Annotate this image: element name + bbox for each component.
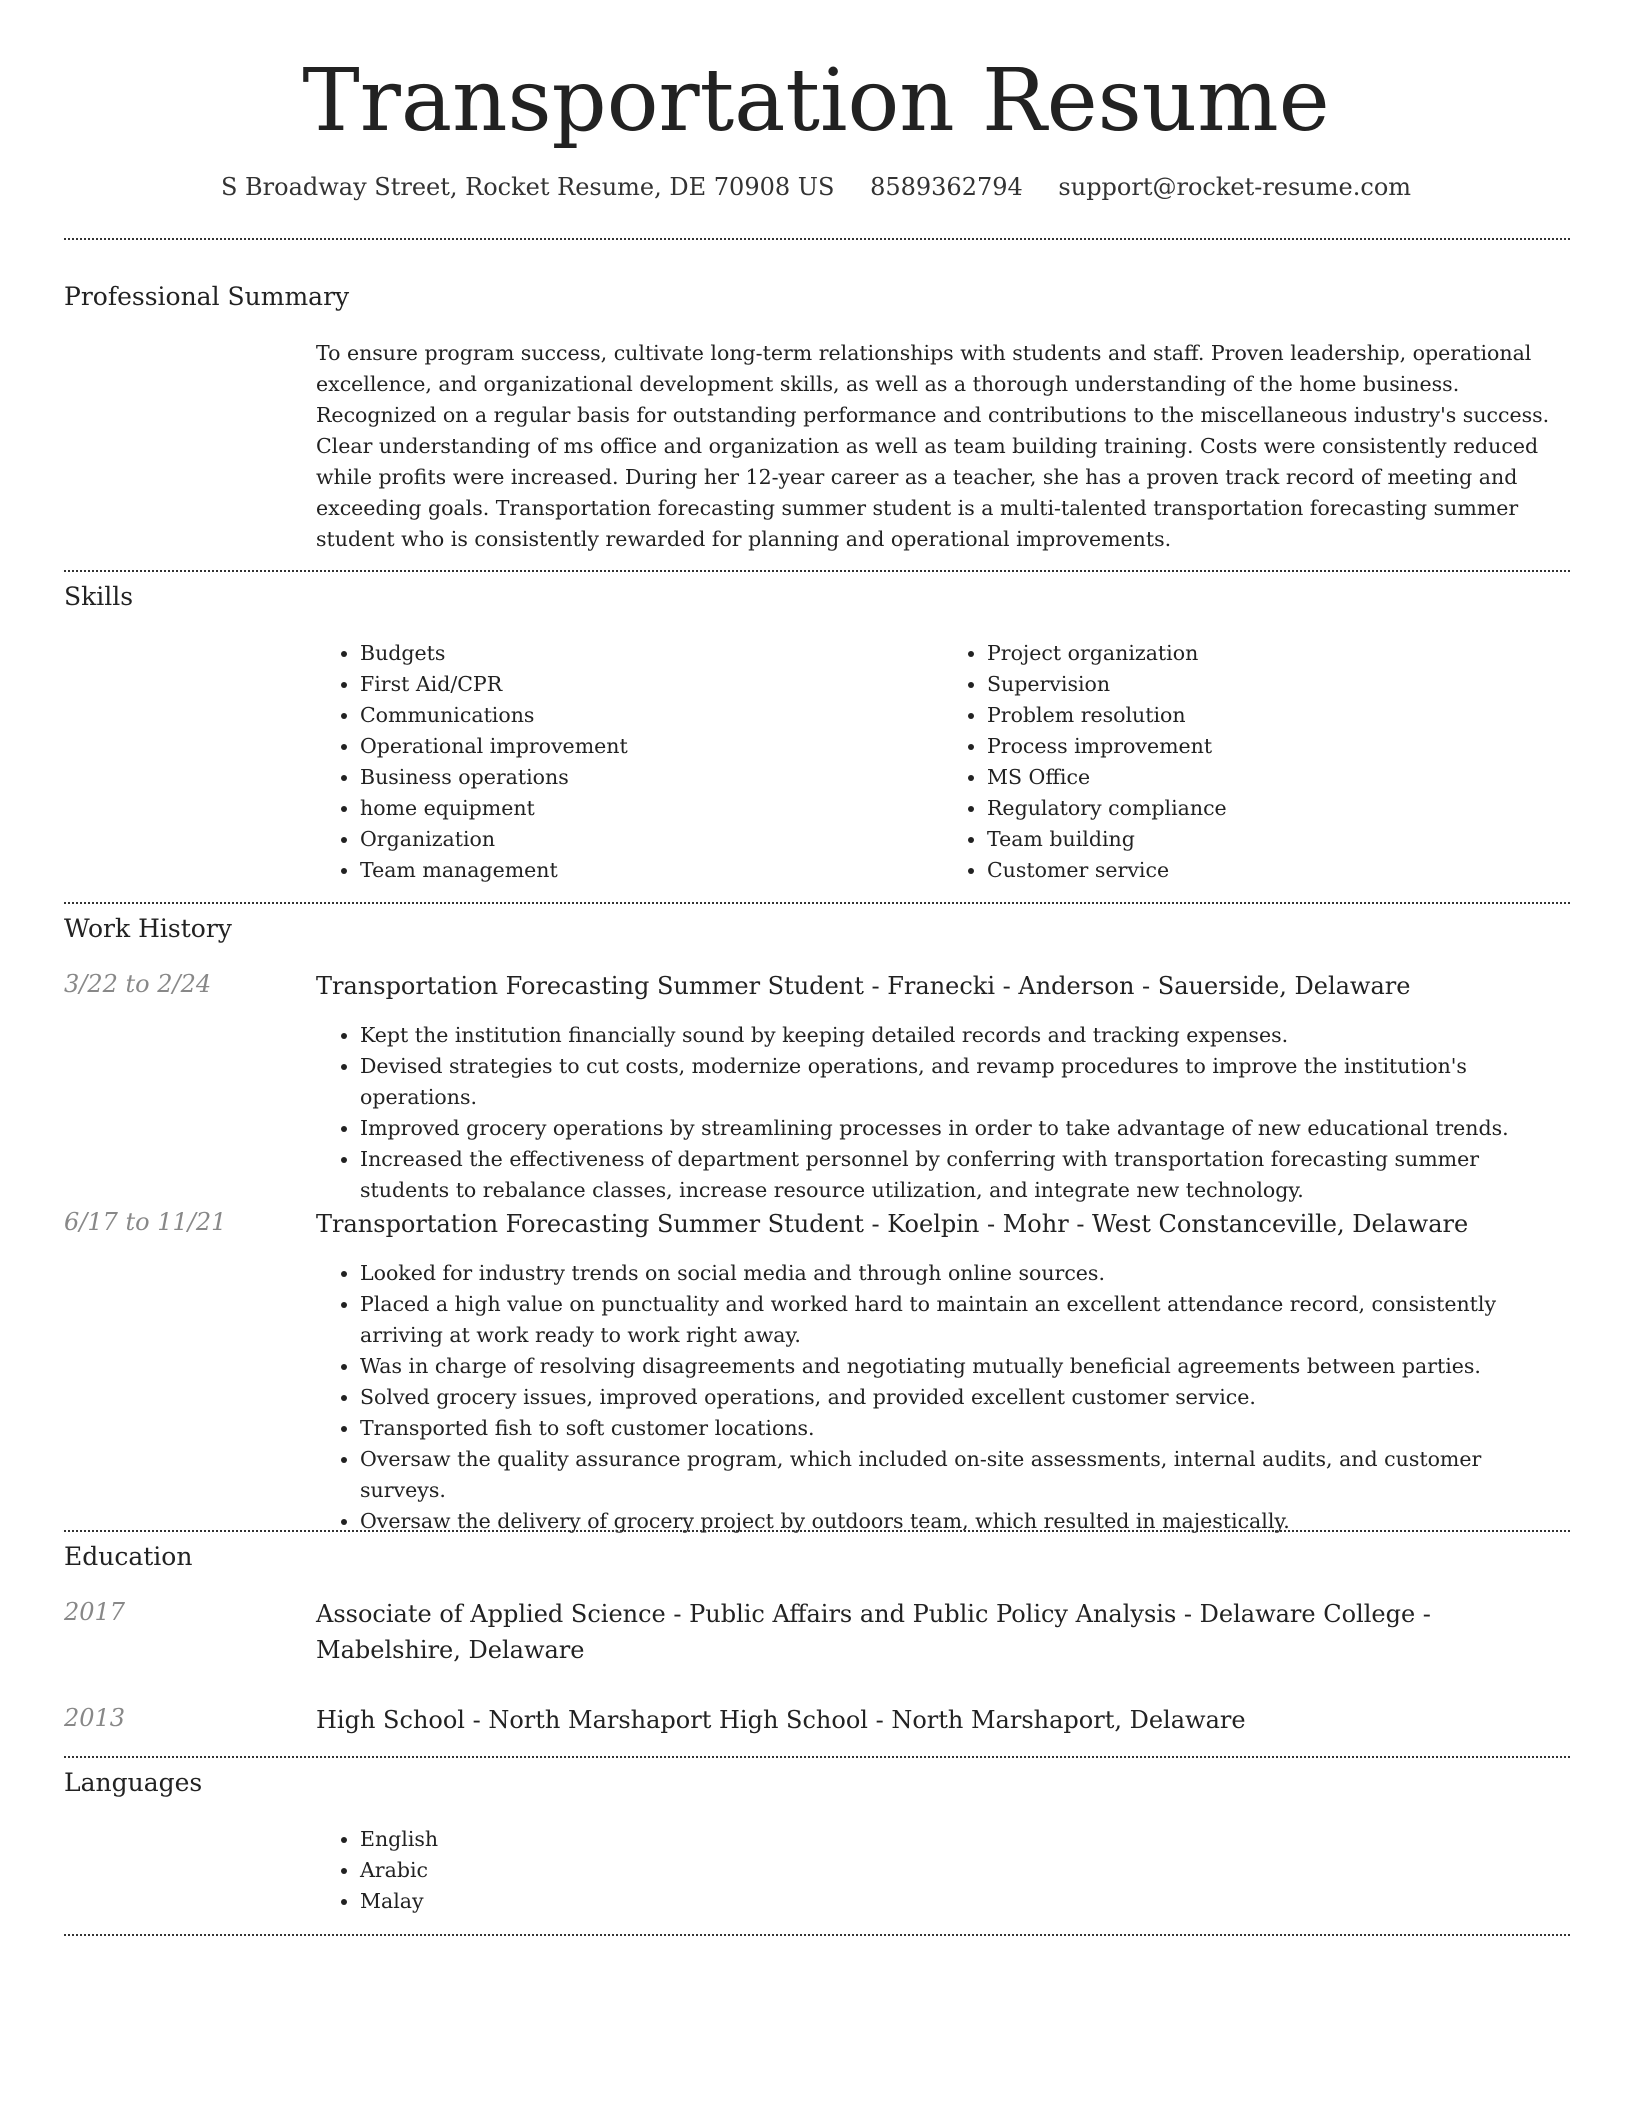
languages-content: [316, 1824, 1570, 1917]
education-title: Education: [64, 1542, 193, 1571]
list-item: • Team building: [987, 824, 1570, 855]
summary-content: [316, 338, 1570, 555]
skills-section: [64, 582, 1570, 882]
section-divider: [64, 1934, 1570, 1936]
education-section: [64, 1542, 1570, 1734]
job-date: 6/17 to 11/21: [64, 1208, 227, 1236]
section-divider: [64, 238, 1570, 240]
contact-line: [0, 173, 1632, 201]
list-item: • Supervision: [987, 669, 1570, 700]
list-item: • Business operations: [360, 762, 943, 793]
education-school: - Delaware College - Mabelshire, Delaware: [316, 1600, 1431, 1664]
list-item: • Malay: [360, 1886, 1570, 1917]
education-entry: [316, 1702, 1570, 1738]
list-item: • home equipment: [360, 793, 943, 824]
section-divider: [64, 570, 1570, 572]
list-item: • Was in charge of resolving disagreements and negotiating mutually beneficial agreements between parties.: [360, 1351, 1570, 1382]
work-title: Work History: [64, 914, 232, 943]
list-item: • MS Office: [987, 762, 1570, 793]
list-item: • Problem resolution: [987, 700, 1570, 731]
list-item: • Project organization: [987, 638, 1570, 669]
contact-email: support@rocket-resume.com: [1058, 172, 1412, 201]
job-date: 3/22 to 2/24: [64, 970, 212, 998]
list-item: • Team management: [360, 855, 943, 886]
list-item: • Increased the effectiveness of department personnel by conferring with transportation forecasting summer students to rebalance classes, increase resource utilization, and integrate new technology.: [360, 1144, 1570, 1206]
contact-address: S Broadway Street, Rocket Resume, DE 70908 US: [220, 172, 835, 201]
education-date: 2017: [64, 1598, 126, 1626]
languages-list: [316, 1824, 1570, 1917]
skills-title: Skills: [64, 582, 134, 611]
section-divider: [64, 1756, 1570, 1758]
list-item: • Customer service: [987, 855, 1570, 886]
job-title: Transportation Forecasting Summer Student - Franecki - Anderson - Sauerside, Delaware: [316, 972, 1411, 1000]
list-item: • Devised strategies to cut costs, modernize operations, and revamp procedures to improve the institution's operations.: [360, 1051, 1570, 1113]
list-item: • Improved grocery operations by streamlining processes in order to take advantage of new educational trends.: [360, 1113, 1570, 1144]
work-section: [64, 914, 1570, 1533]
resume-name: Transportation Resume: [302, 51, 1330, 151]
resume-header: [0, 0, 1632, 201]
list-item: • Oversaw the quality assurance program, which included on-site assessments, internal audits, and customer surveys.: [360, 1444, 1570, 1506]
summary-section: [64, 282, 1570, 551]
list-item: • Budgets: [360, 638, 943, 669]
list-item: • English: [360, 1824, 1570, 1855]
skills-content: [316, 638, 1570, 886]
education-degree: Associate of Applied Science - Public Affairs and Public Policy Analysis: [316, 1600, 1177, 1628]
summary-text: To ensure program success, cultivate long-term relationships with students and staff. Proven leadership, operational excellence, and organizational development skills, as well as a thorough understanding of the home business. Recognized on a regular basis for outstanding performance and contributions to the miscellaneous industry's success. Clear understanding of ms office and organization as well as team building training. Costs were consistently reduced while profits were increased. During her 12-year career as a teacher, she has a proven track record of meeting and exceeding goals. Transportation forecasting summer student is a multi-talented transportation forecasting summer student who is consistently rewarded for planning and operational improvements.: [316, 341, 1550, 551]
summary-title: Professional Summary: [64, 282, 350, 311]
list-item: • Kept the institution financially sound by keeping detailed records and tracking expenses.: [360, 1020, 1570, 1051]
contact-phone: 8589362794: [870, 172, 1023, 201]
list-item: • Placed a high value on punctuality and worked hard to maintain an excellent attendance record, consistently arriving at work ready to work right away.: [360, 1289, 1570, 1351]
skills-list-left: [316, 638, 943, 886]
list-item: • Organization: [360, 824, 943, 855]
list-item: • Oversaw the delivery of grocery project by outdoors team, which resulted in majestically.: [360, 1506, 1570, 1537]
education-date: 2013: [64, 1704, 126, 1732]
job-bullets: [316, 1020, 1570, 1206]
education-school: - North Marshaport High School - North Marshaport, Delaware: [464, 1706, 1246, 1734]
skills-grid: [316, 638, 1570, 886]
list-item: • Regulatory compliance: [987, 793, 1570, 824]
education-degree: High School: [316, 1706, 465, 1734]
section-divider: [64, 1530, 1570, 1532]
languages-section: [64, 1768, 1570, 1913]
list-item: • Solved grocery issues, improved operations, and provided excellent customer service.: [360, 1382, 1570, 1413]
skills-list-right: [943, 638, 1570, 886]
section-divider: [64, 902, 1570, 904]
education-entry: [316, 1596, 1570, 1668]
job-bullets: [316, 1258, 1570, 1537]
list-item: • First Aid/CPR: [360, 669, 943, 700]
languages-title: Languages: [64, 1768, 203, 1797]
list-item: • Looked for industry trends on social media and through online sources.: [360, 1258, 1570, 1289]
job-title: Transportation Forecasting Summer Student - Koelpin - Mohr - West Constanceville, Delaware: [316, 1210, 1469, 1238]
list-item: • Transported fish to soft customer locations.: [360, 1413, 1570, 1444]
list-item: • Process improvement: [987, 731, 1570, 762]
list-item: • Operational improvement: [360, 731, 943, 762]
list-item: • Communications: [360, 700, 943, 731]
list-item: • Arabic: [360, 1855, 1570, 1886]
